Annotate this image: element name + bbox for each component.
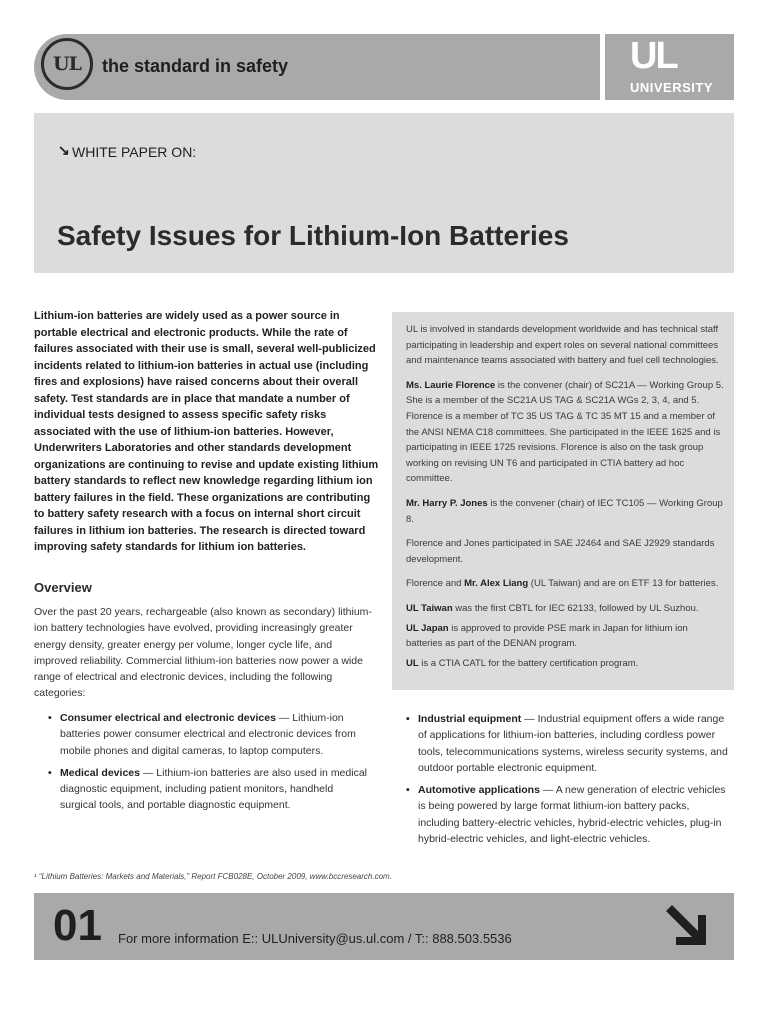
bullet-title: Medical devices: [60, 766, 140, 779]
list-item: [48, 710, 368, 759]
sidebar-text-span: was the first CBTL for IEC 62133, followed by UL Suzhou.: [452, 602, 699, 614]
sidebar-paragraph: [406, 576, 724, 592]
sidebar-text-span: is the convener (chair) of SC21A — Working Group 5. She is a member of the SC21A US TAG & SC21A WGs 2, 3, 4, and 5. Florence is a member of TC 35 US TAG & TC 35 MT 15 and a member of the ANSI NEMA C18 committees. She participated in the IEEE 1625 and is participating in IEEE 1725 revisions. Florence is also on the task group working on revising UN T6 and participated in CTIA battery ad hoc committee.: [406, 379, 724, 485]
intro-paragraph: Lithium-ion batteries are widely used as a power source in portable electrical and electronic products. While the rate of failures associated with their use is small, several well-publicized incidents related to lithium-ion batteries in actual use (including fires and explosions) have raised concerns about their overall safety. Test standards are in place that mandate a number of individual tests designed to assess specific safety risks associated with the use of lithium-ion batteries. However, Underwriters Laboratories and other standards development organizations are continuing to revise and update existing lithium battery standards to reflect new knowledge regarding lithium ion battery failures in the field. These organizations are contributing to battery safety research with a focus on internal short circuit failures in lithium ion batteries. The research is directed toward improving safety standards for lithium ion batteries.: [34, 310, 379, 553]
overview-paragraph: Over the past 20 years, rechargeable (also known as secondary) lithium-ion battery technologies have evolved, providing increasingly greater energy density, greater energy per volume, longer cycle life, and improved reliability. Commercial lithium-ion batteries now power a wide range of electrical and electronic devices, including the following categories:: [34, 606, 372, 700]
sidebar-text-span: Florence and: [406, 578, 465, 590]
bullet-title: Consumer electrical and electronic devices: [60, 712, 276, 724]
bullet-icon: •: [48, 712, 52, 724]
sidebar-paragraph: [406, 601, 724, 617]
bullet-icon: •: [406, 713, 410, 725]
bullet-icon: •: [48, 766, 52, 779]
person-name: Mr. Alex Liang: [464, 578, 529, 590]
tagline: the standard in safety: [102, 56, 289, 76]
footer-band: [34, 893, 734, 960]
list-item: [48, 765, 368, 814]
sidebar-text-span: is a CTIA CATL for the battery certification program.: [418, 657, 639, 669]
bullet-text: — Lithium-ion batteries power consumer electrical and electronic devices from mobile phones and digital cameras, to laptop computers.: [60, 712, 356, 757]
bullet-text: — Industrial equipment offers a wide range of applications for lithium-ion batteries, including cordless power tools, telecommunications systems, wireless security systems, and outdoor portable electronic equipment.: [418, 713, 728, 774]
person-name: Ms. Laurie Florence: [406, 379, 496, 391]
bullet-title: Automotive applications: [418, 784, 540, 797]
bullet-title: Industrial equipment: [418, 713, 522, 725]
org-name: UL Taiwan: [406, 602, 453, 614]
page-number: 01: [53, 901, 102, 950]
white-paper-label: WHITE PAPER ON:: [72, 144, 197, 160]
sidebar-paragraph: [406, 621, 724, 652]
ul-university-mark: UL: [630, 35, 677, 77]
sidebar-text-span: (UL Taiwan) and are on ETF 13 for batteries.: [528, 578, 719, 590]
org-name: UL Japan: [406, 622, 449, 634]
bullet-list-right: [406, 711, 732, 853]
sidebar-paragraph: UL is involved in standards development worldwide and has technical staff participating in leadership and expert roles on several national committees and maintenance teams associated with battery and fuel cell technologies.: [406, 324, 719, 367]
list-item: [406, 782, 732, 847]
sidebar-paragraph: [406, 496, 724, 527]
sidebar-text-span: is approved to provide PSE mark in Japan for lithium ion batteries as part of the DENAN program.: [406, 622, 688, 650]
bullet-list-left: [48, 710, 368, 820]
arrow-down-right-icon: ↘: [58, 142, 70, 158]
sidebar-paragraph: [406, 656, 724, 672]
list-item: [406, 711, 732, 776]
bullet-icon: •: [406, 784, 410, 797]
ul-logo-text: UL: [53, 53, 81, 75]
arrow-down-right-icon: [664, 903, 710, 949]
sidebar-text: [406, 322, 724, 680]
org-name: UL: [406, 657, 419, 669]
sidebar-paragraph: [406, 378, 724, 487]
sidebar-paragraph: Florence and Jones participated in SAE J2464 and SAE J2929 standards development.: [406, 538, 715, 565]
bullet-text: — Lithium-ion batteries are also used in medical diagnostic equipment, including patient monitors, handheld surgical tools, and portable diagnostic equipment.: [60, 766, 367, 812]
contact-info: For more information E:: ULUniversity@us.ul.com / T:: 888.503.5536: [118, 931, 512, 946]
overview-heading: Overview: [34, 580, 92, 595]
footnote: ¹ “Lithium Batteries: Markets and Materials,” Report FCB028E, October 2009, www.bccresearch.com.: [34, 872, 392, 881]
person-name: Mr. Harry P. Jones: [406, 497, 488, 509]
bullet-text: — A new generation of electric vehicles is being powered by large format lithium-ion battery packs, including battery-electric vehicles, hybrid-electric vehicles, plug-in hybrid-electric vehicles, and light-electric vehicles.: [418, 784, 726, 846]
ul-logo-icon: [41, 38, 93, 90]
ul-university-word: UNIVERSITY: [630, 80, 714, 95]
document-title: Safety Issues for Lithium-Ion Batteries: [57, 220, 569, 251]
sidebar-text-span: is the convener (chair) of IEC TC105 — Working Group 8.: [406, 497, 723, 525]
